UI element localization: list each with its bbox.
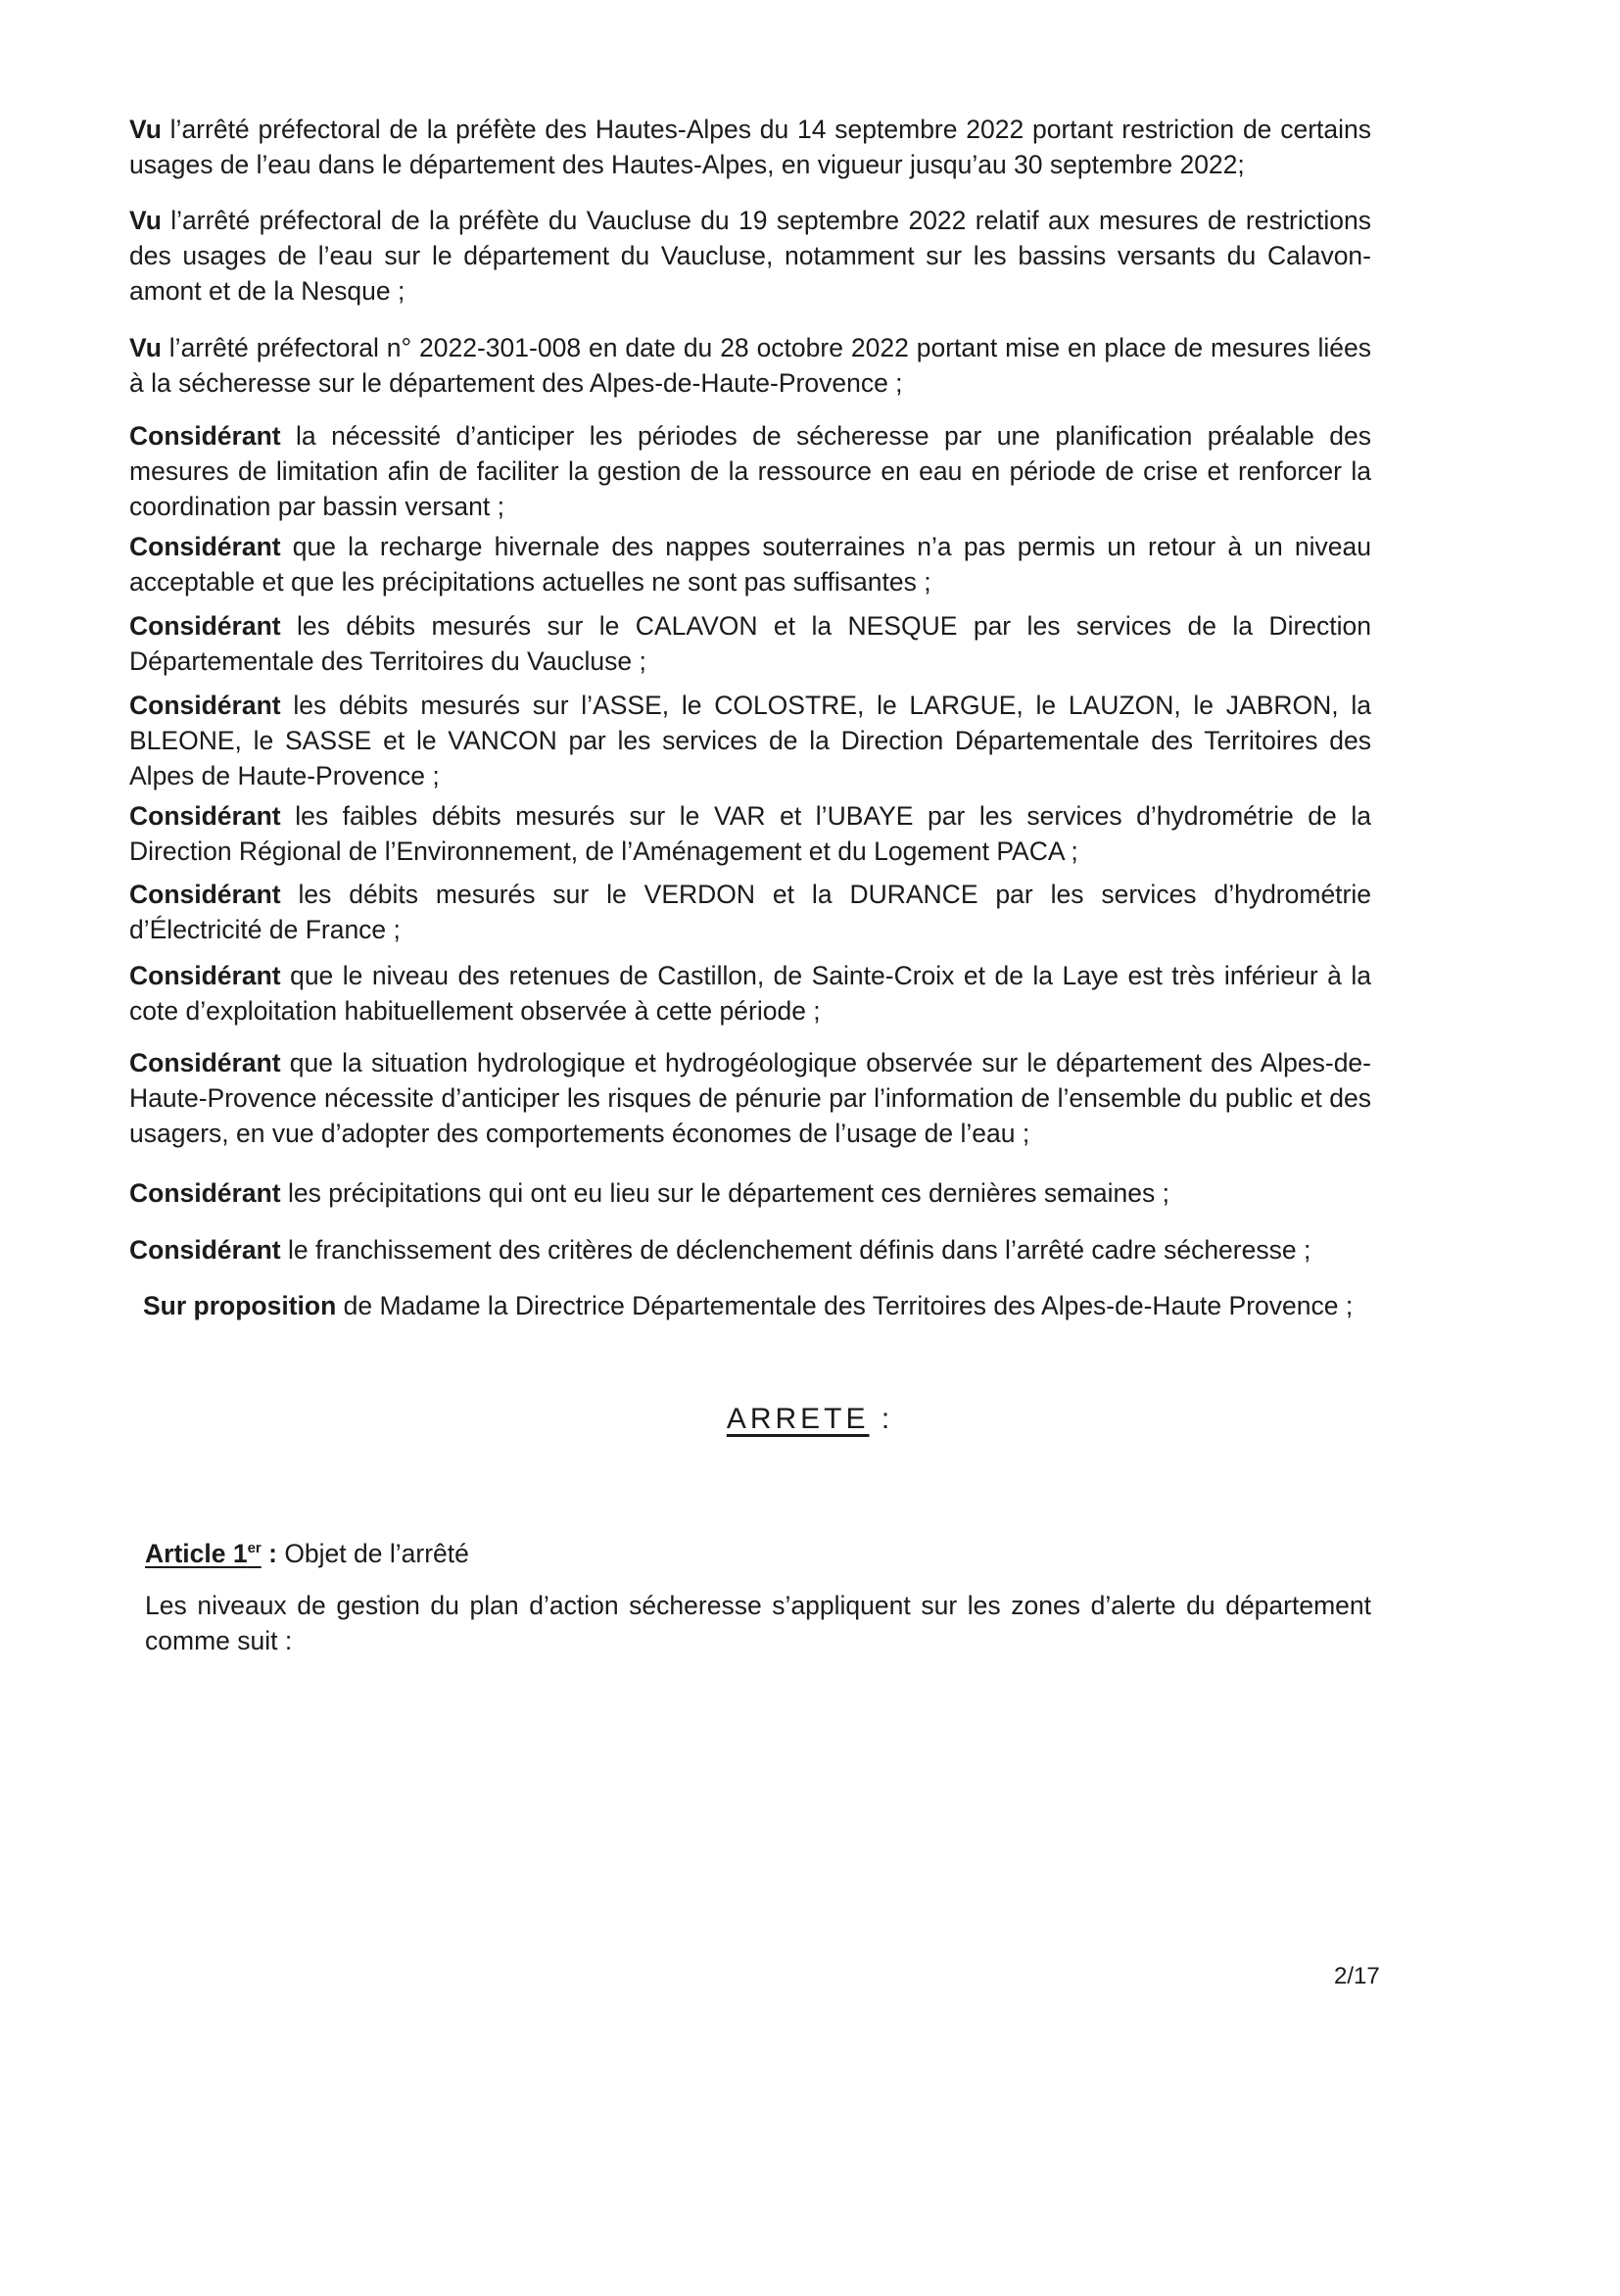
paragraph-keyword: Considérant xyxy=(129,1235,281,1265)
consideration-paragraph xyxy=(129,418,1371,524)
article-1-label xyxy=(145,1539,262,1568)
paragraph-text: que la situation hydrologique et hydrogéologique observée sur le département des Alpes-de-Haute-Provence nécessite d’anticiper les risques de pénurie par l’information de l’ensemble du public et des usagers, en vue d’adopter des comportements économes de l’usage de l’eau ; xyxy=(129,1048,1371,1148)
paragraph-keyword: Sur proposition xyxy=(143,1291,337,1320)
paragraph-text: l’arrêté préfectoral n° 2022-301-008 en date du 28 octobre 2022 portant mise en place de mesures liées à la sécheresse sur le département des Alpes-de-Haute-Provence ; xyxy=(129,333,1371,398)
paragraph-keyword: Considérant xyxy=(129,532,281,561)
consideration-paragraph xyxy=(129,1045,1371,1151)
paragraph-text: de Madame la Directrice Départementale des Territoires des Alpes-de-Haute Provence ; xyxy=(336,1291,1354,1320)
paragraph-keyword: Considérant xyxy=(129,880,281,909)
consideration-paragraph xyxy=(129,203,1371,309)
article-1-label-sup: er xyxy=(247,1540,262,1556)
paragraph-text: que le niveau des retenues de Castillon, de Sainte-Croix et de la Laye est très inférieur à la cote d’exploitation habituellement observée à cette période ; xyxy=(129,961,1371,1026)
article-1-subject: Objet de l’arrêté xyxy=(276,1538,469,1568)
paragraph-text: les faibles débits mesurés sur le VAR et l’UBAYE par les services d’hydrométrie de la Direction Régional de l’Environnement, de l’Aménagement et du Logement PACA ; xyxy=(129,801,1371,866)
paragraph-keyword: Vu xyxy=(129,115,162,144)
paragraph-text: que la recharge hivernale des nappes souterraines n’a pas permis un retour à un niveau acceptable et que les précipitations actuelles ne sont pas suffisantes ; xyxy=(129,532,1371,597)
paragraph-keyword: Considérant xyxy=(129,611,281,641)
paragraph-text: les débits mesurés sur l’ASSE, le COLOSTRE, le LARGUE, le LAUZON, le JABRON, la BLEONE, le SASSE et le VANCON par les services de la Direction Départementale des Territoires des Alpes de Haute-Provence ; xyxy=(129,691,1371,790)
consideration-paragraph xyxy=(129,958,1371,1028)
paragraph-keyword: Considérant xyxy=(129,421,281,451)
consideration-paragraph xyxy=(129,688,1371,793)
consideration-paragraph xyxy=(129,112,1371,182)
paragraph-text: les précipitations qui ont eu lieu sur le département ces dernières semaines ; xyxy=(280,1178,1169,1208)
paragraph-text: la nécessité d’anticiper les périodes de sécheresse par une planification préalable des mesures de limitation afin de faciliter la gestion de la ressource en eau en période de crise et renforcer la coordination par bassin versant ; xyxy=(129,421,1371,521)
decision-heading-suffix: : xyxy=(869,1403,894,1435)
consideration-paragraph xyxy=(129,1232,1371,1268)
paragraph-keyword: Vu xyxy=(129,206,162,235)
paragraph-text: l’arrêté préfectoral de la préfète du Vaucluse du 19 septembre 2022 relatif aux mesures de restrictions des usages de l’eau sur le département du Vaucluse, notamment sur les bassins versants du Calavon-amont et de la Nesque ; xyxy=(129,206,1371,306)
paragraph-keyword: Considérant xyxy=(129,1048,281,1077)
article-1-colon: : xyxy=(261,1538,277,1568)
paragraph-keyword: Considérant xyxy=(129,961,281,990)
paragraph-text: l’arrêté préfectoral de la préfète des Hautes-Alpes du 14 septembre 2022 portant restriction de certains usages de l’eau dans le département des Hautes-Alpes, en vigueur jusqu’au 30 septembre 2022; xyxy=(129,115,1371,179)
decision-heading xyxy=(0,1403,1620,1436)
paragraph-text: les débits mesurés sur le VERDON et la DURANCE par les services d’hydrométrie d’Électricité de France ; xyxy=(129,880,1371,944)
decision-heading-label: ARRETE xyxy=(726,1403,870,1435)
article-1-body: Les niveaux de gestion du plan d’action sécheresse s’appliquent sur les zones d’alerte du département comme suit : xyxy=(145,1591,1371,1655)
paragraph-text: les débits mesurés sur le CALAVON et la NESQUE par les services de la Direction Départementale des Territoires du Vaucluse ; xyxy=(129,611,1371,676)
consideration-paragraph xyxy=(129,1175,1371,1211)
article-1-label-main: Article 1 xyxy=(145,1538,248,1568)
consideration-paragraph xyxy=(143,1288,1371,1323)
consideration-paragraph xyxy=(129,798,1371,869)
page-number: 2/17 xyxy=(1334,1963,1380,1989)
consideration-paragraph xyxy=(129,330,1371,401)
paragraph-text: le franchissement des critères de déclenchement définis dans l’arrêté cadre sécheresse ; xyxy=(280,1235,1311,1265)
consideration-paragraph xyxy=(129,877,1371,947)
paragraph-keyword: Considérant xyxy=(129,691,281,720)
paragraph-keyword: Considérant xyxy=(129,1178,281,1208)
article-1-title xyxy=(145,1531,469,1571)
consideration-paragraph xyxy=(129,608,1371,679)
paragraph-keyword: Considérant xyxy=(129,801,281,831)
consideration-paragraph xyxy=(129,529,1371,599)
paragraph-keyword: Vu xyxy=(129,333,162,362)
